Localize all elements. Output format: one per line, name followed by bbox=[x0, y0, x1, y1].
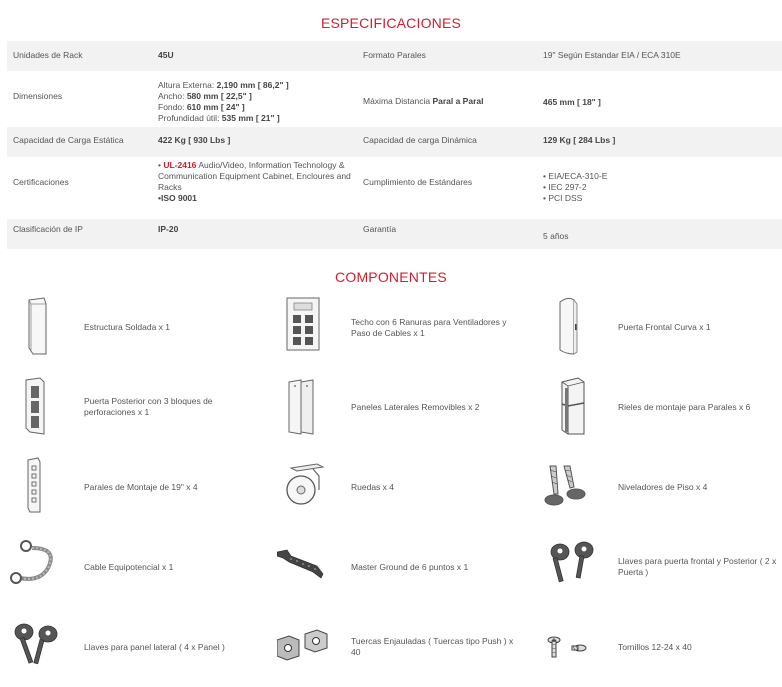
component-label-line: Master Ground de 6 puntos x 1 bbox=[351, 562, 469, 572]
max-distance-label-prefix: Máxima Distancia bbox=[363, 96, 433, 106]
depth-label: Fondo: bbox=[158, 102, 187, 112]
component-label bbox=[351, 562, 531, 573]
dynamic-load-value: 129 Kg [ 284 Lbs ] bbox=[543, 135, 616, 145]
cage-nuts-icon bbox=[277, 610, 339, 682]
spec-row-ip bbox=[7, 219, 782, 249]
component-label-line: Ruedas x 4 bbox=[351, 482, 394, 492]
mounting-post-icon bbox=[10, 450, 72, 522]
standard-item: • EIA/ECA-310-E bbox=[543, 171, 608, 181]
component-label-line: Puerta Frontal Curva x 1 bbox=[618, 322, 711, 332]
format-label: Formato Parales bbox=[363, 50, 426, 60]
component-item bbox=[544, 610, 782, 682]
roof-panel-icon bbox=[277, 290, 339, 362]
spec-row-rack-units bbox=[7, 41, 782, 71]
leveling-feet-icon bbox=[544, 450, 606, 522]
component-label-line: Llaves para puerta frontal y Posterior ( 2 x bbox=[618, 556, 777, 566]
spec-row-load bbox=[7, 127, 782, 157]
static-load-label: Capacidad de Carga Estática bbox=[13, 135, 124, 145]
rack-units-label: Unidades de Rack bbox=[13, 50, 83, 60]
component-item bbox=[277, 610, 537, 682]
component-label bbox=[618, 402, 782, 413]
component-label-line: Llaves para panel lateral ( 4 x Panel ) bbox=[84, 642, 225, 652]
component-item bbox=[277, 290, 537, 362]
component-label-line: Tornillos 12-24 x 40 bbox=[618, 642, 692, 652]
component-label-line: Paso de Cables x 1 bbox=[351, 328, 425, 338]
standards-label: Cumplimiento de Estándares bbox=[363, 177, 473, 187]
standards-list bbox=[543, 171, 773, 204]
component-label-line: Cable Equipotencial x 1 bbox=[84, 562, 174, 572]
rack-units-value: 45U bbox=[158, 50, 174, 60]
max-distance-label-bold: Paral a Paral bbox=[432, 96, 484, 106]
component-label-line: Puerta ) bbox=[618, 567, 649, 577]
component-label-line: Estructura Soldada x 1 bbox=[84, 322, 170, 332]
specifications-title: ESPECIFICACIONES bbox=[320, 15, 462, 31]
max-distance-label bbox=[363, 96, 533, 107]
caster-wheel-icon bbox=[277, 450, 339, 522]
width-label: Ancho: bbox=[158, 91, 187, 101]
component-label bbox=[351, 482, 531, 493]
component-label bbox=[351, 636, 531, 658]
warranty-label: Garantía bbox=[363, 224, 397, 234]
dynamic-load-label: Capacidad de carga Dinámica bbox=[363, 135, 477, 145]
component-item bbox=[544, 530, 782, 602]
component-label bbox=[84, 642, 264, 653]
component-label-line: Parales de Montaje de 19" x 4 bbox=[84, 482, 198, 492]
component-item bbox=[544, 290, 782, 362]
warranty-value: 5 años bbox=[543, 231, 569, 241]
ground-cable-icon bbox=[10, 530, 72, 602]
rack-frame-icon bbox=[10, 290, 72, 362]
external-height-label: Altura Externa: bbox=[158, 80, 217, 90]
ul-code: UL-2416 bbox=[163, 160, 197, 170]
static-load-value: 422 Kg [ 930 Lbs ] bbox=[158, 135, 231, 145]
iso-certification: •ISO 9001 bbox=[158, 193, 197, 203]
component-label bbox=[84, 562, 264, 573]
component-item bbox=[10, 450, 270, 522]
ul-text-1: Audio/Video, Information Technology & bbox=[196, 160, 345, 170]
certifications-values bbox=[158, 160, 353, 204]
component-label-line: 40 bbox=[351, 647, 361, 657]
component-label-line: Tuercas Enjauladas ( Tuercas tipo Push ) x bbox=[351, 636, 514, 646]
component-item bbox=[277, 530, 537, 602]
component-label bbox=[618, 482, 782, 493]
component-label bbox=[618, 556, 782, 578]
screws-icon bbox=[544, 610, 606, 682]
panel-keys-icon bbox=[10, 610, 72, 682]
components-title: COMPONENTES bbox=[335, 269, 447, 285]
component-item bbox=[277, 370, 537, 442]
standard-item: • PCI DSS bbox=[543, 193, 583, 203]
side-panels-icon bbox=[277, 370, 339, 442]
component-item bbox=[10, 530, 270, 602]
certifications-label: Certificaciones bbox=[13, 177, 69, 187]
ground-bar-icon bbox=[277, 530, 339, 602]
max-distance-value: 465 mm [ 18" ] bbox=[543, 97, 601, 107]
depth-value: 610 mm [ 24" ] bbox=[186, 102, 245, 112]
component-label bbox=[84, 396, 264, 418]
front-door-icon bbox=[544, 290, 606, 362]
component-label bbox=[84, 322, 264, 333]
component-label bbox=[351, 317, 531, 339]
component-label-line: Techo con 6 Ranuras para Ventiladores y bbox=[351, 317, 507, 327]
spec-row-certifications bbox=[7, 157, 782, 219]
external-height-value: 2,190 mm [ 86,2" ] bbox=[216, 80, 289, 90]
useful-depth-value: 535 mm [ 21" ] bbox=[221, 113, 280, 123]
dimensions-label: Dimensiones bbox=[13, 91, 63, 101]
component-label-line: perforaciones x 1 bbox=[84, 407, 150, 417]
width-value: 580 mm [ 22,5" ] bbox=[186, 91, 252, 101]
component-item bbox=[544, 370, 782, 442]
component-label-line: Rieles de montaje para Parales x 6 bbox=[618, 402, 751, 412]
mounting-rails-icon bbox=[544, 370, 606, 442]
component-item bbox=[277, 450, 537, 522]
useful-depth-label: Profundidad útil: bbox=[158, 113, 222, 123]
ul-text-2: Communication Equipment Cabinet, Encloures and bbox=[158, 171, 351, 181]
ip-label: Clasificación de IP bbox=[13, 224, 83, 234]
component-label-line: Niveladores de Piso x 4 bbox=[618, 482, 708, 492]
component-label bbox=[84, 482, 264, 493]
door-keys-icon bbox=[544, 530, 606, 602]
component-label-line: Puerta Posterior con 3 bloques de bbox=[84, 396, 213, 406]
standard-item: • IEC 297-2 bbox=[543, 182, 587, 192]
rear-door-icon bbox=[10, 370, 72, 442]
component-label-line: Paneles Laterales Removibles x 2 bbox=[351, 402, 480, 412]
dimensions-values bbox=[158, 80, 353, 124]
ul-bullet: • bbox=[158, 160, 164, 170]
component-item bbox=[10, 610, 270, 682]
component-item bbox=[10, 370, 270, 442]
component-item bbox=[10, 290, 270, 362]
ip-value: IP-20 bbox=[158, 224, 179, 234]
ul-text-3: Racks bbox=[158, 182, 182, 192]
format-value: 19" Según Estandar EIA / ECA 310E bbox=[543, 50, 681, 60]
spec-row-dimensions bbox=[7, 71, 782, 127]
component-label bbox=[618, 642, 782, 653]
component-label bbox=[618, 322, 782, 333]
component-label bbox=[351, 402, 531, 413]
component-item bbox=[544, 450, 782, 522]
